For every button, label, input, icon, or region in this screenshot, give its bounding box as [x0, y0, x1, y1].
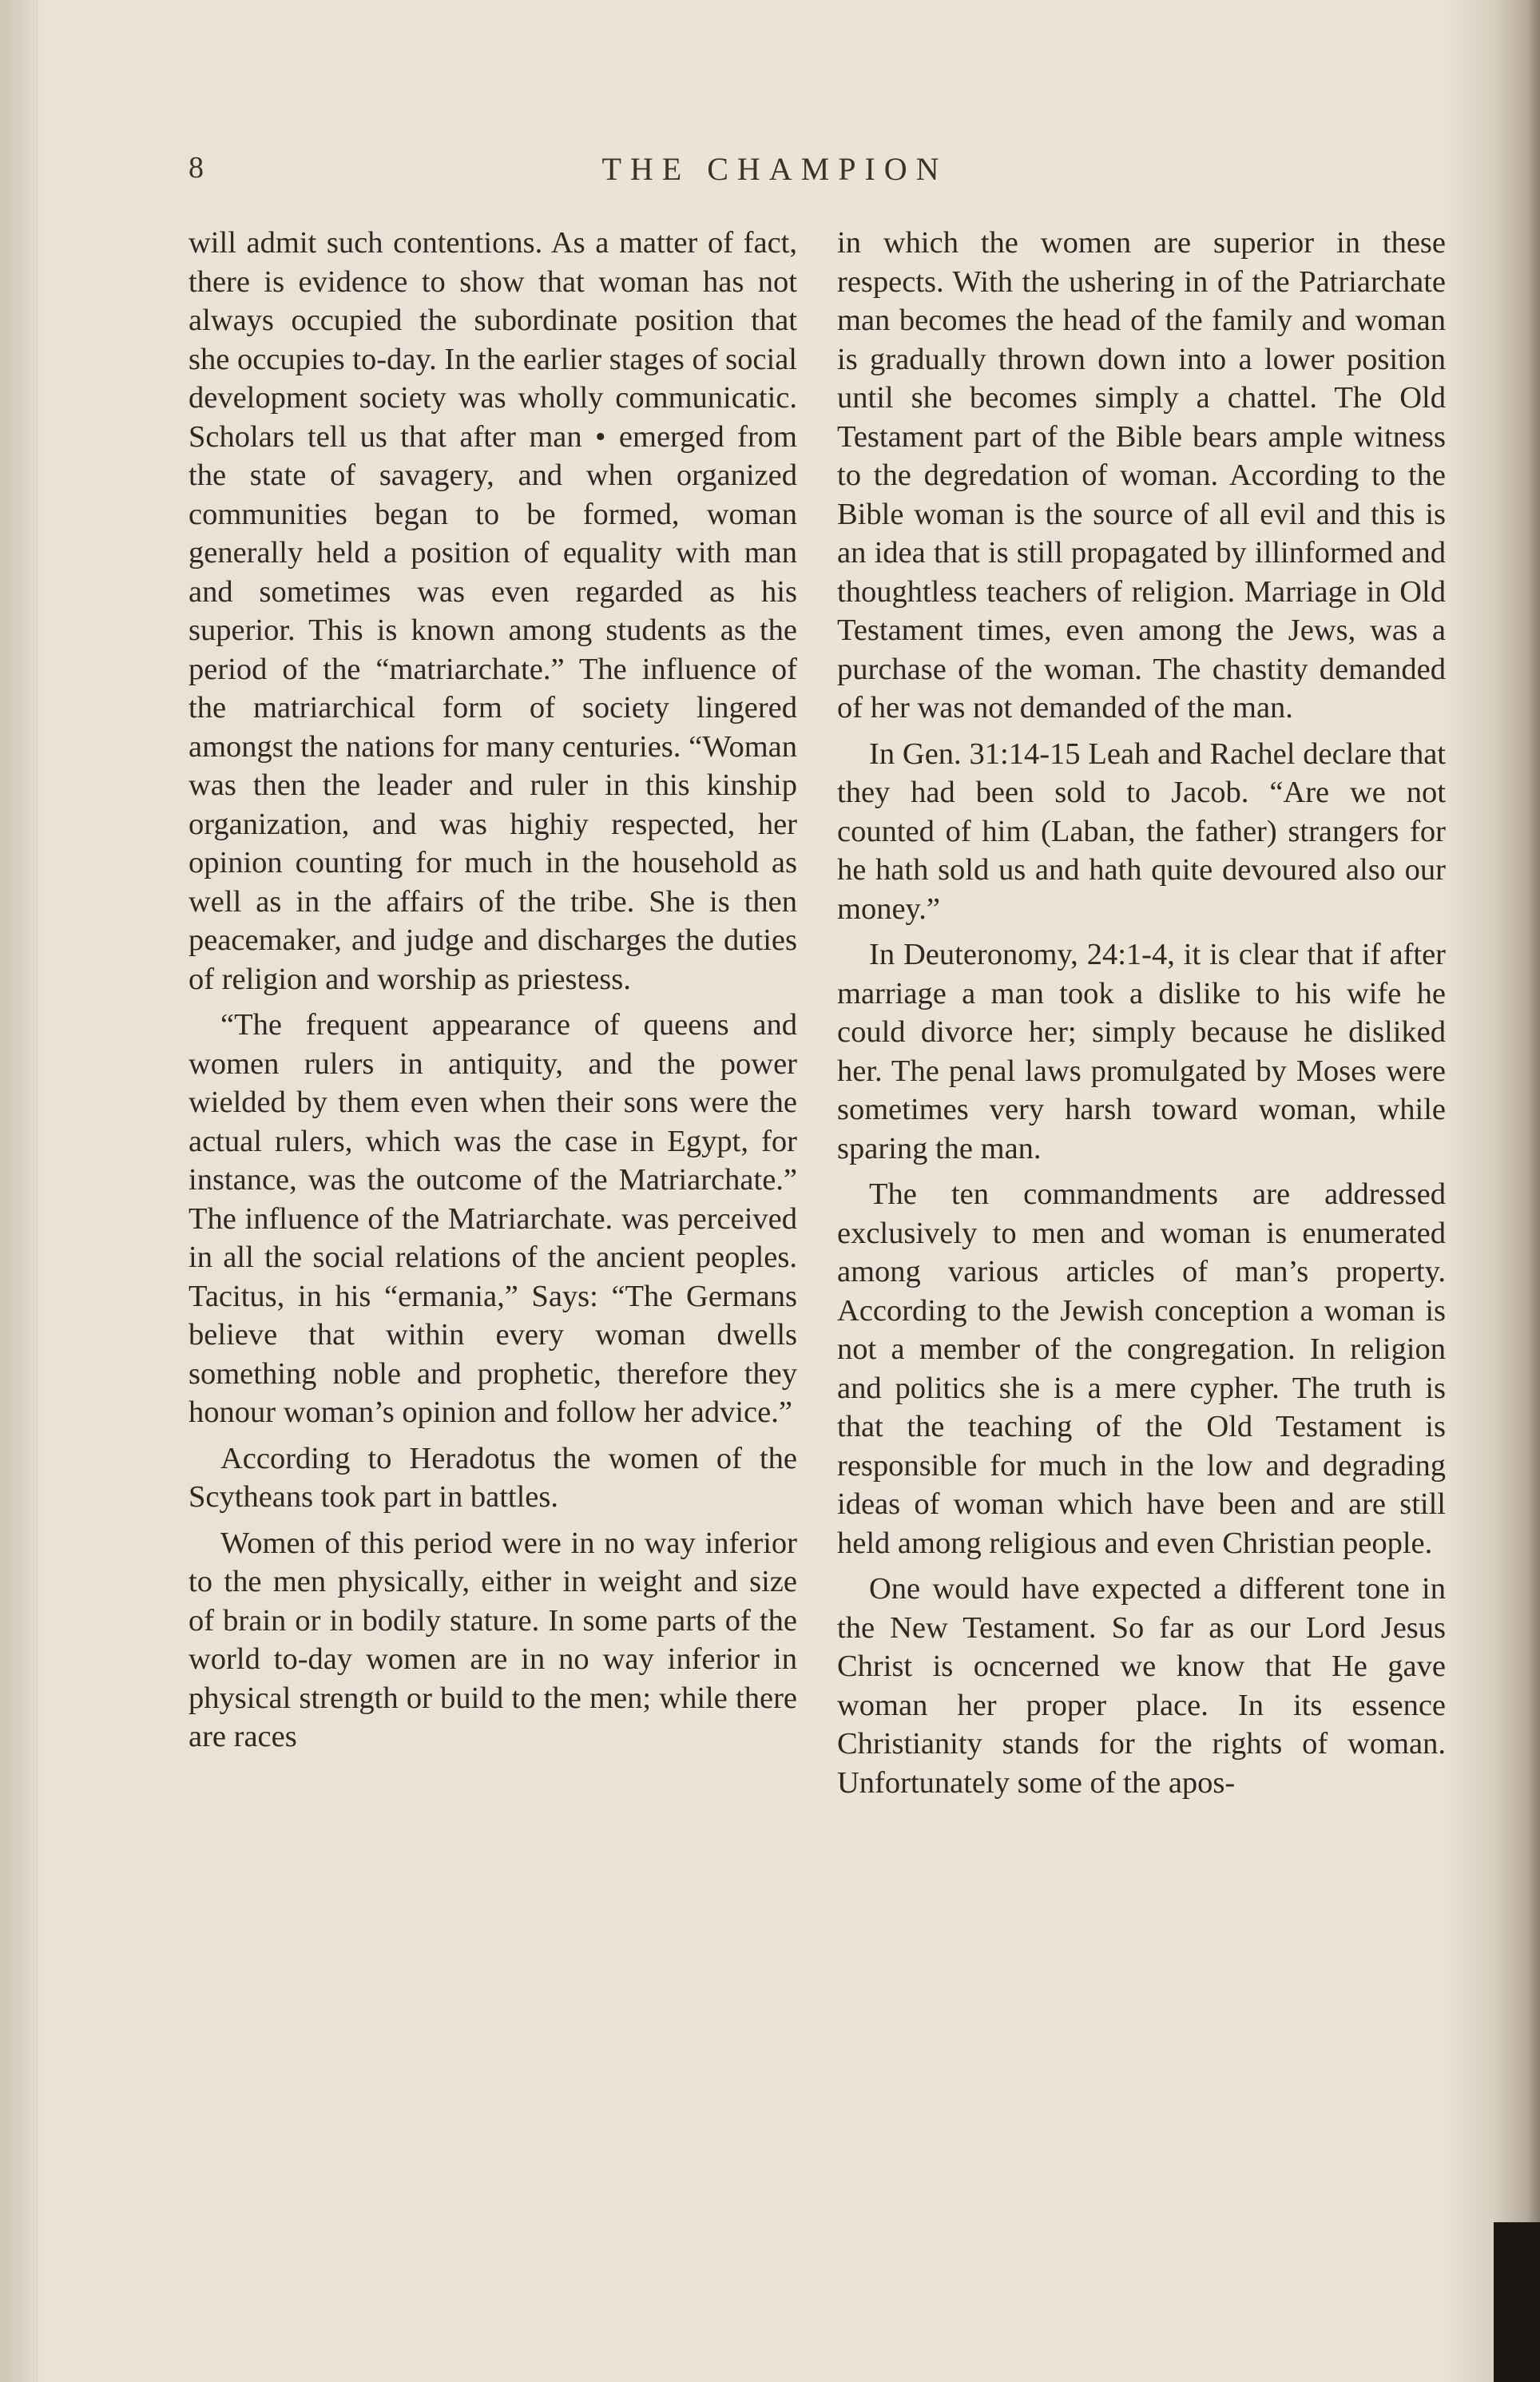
page-corner-shadow	[1494, 2222, 1540, 2382]
page-number: 8	[189, 151, 204, 185]
paragraph: In Deuteronomy, 24:1-4, it is clear that if after marriage a man took a dislike to his wife he could divorce her; simply because he disliked her. The penal laws promulgated by Moses were sometimes very harsh toward woman, while sparing the man.	[837, 938, 1446, 1165]
paragraph: “The frequent appearance of queens and women rulers in antiquity, and the power wielded by them even when their sons were the actual rulers, which was the case in Egypt, for instance, was the outcome of the Matriarchate.” The influence of the Matriarchate. was perceived in all the social relations of the ancient peoples. Tacitus, in his “ermania,” Says: “The Germans believe that within every woman dwells something noble and prophetic, therefore they honour woman’s opinion and follow her advice.”	[189, 1008, 797, 1429]
paragraph: One would have expected a different tone in the New Testament. So far as our Lord Jesus Christ is ocncerned we know that He gave woman her proper place. In its essence Christianity stands for the rights of woman. Unfortunately some of the apos-	[837, 1572, 1446, 1800]
page-spine-shadow	[0, 0, 38, 2382]
running-title: THE CHAMPION	[601, 151, 948, 187]
left-column	[189, 224, 797, 1764]
paragraph: In Gen. 31:14-15 Leah and Rachel declare that they had been sold to Jacob. “Are we not counted of him (Laban, the father) strangers for he hath sold us and hath quite devoured also our money.”	[837, 736, 1446, 926]
paragraph: in which the women are superior in these respects. With the ushering in of the Patriarchate man becomes the head of the family and woman is gradually thrown down into a lower position until she becomes simply a chattel. The Old Testament part of the Bible bears ample witness to the degredation of woman. According to the Bible woman is the source of all evil and this is an idea that is still propagated by illinformed and thoughtless teachers of religion. Marriage in Old Testament times, even among the Jews, was a purchase of the woman. The chastity demanded of her was not demanded of the man.	[837, 226, 1446, 725]
paragraph: will admit such contentions. As a matter of fact, there is evidence to show that woman has not always occupied the subordinate position that she occupies to-day. In the earlier stages of social development society was wholly communicatic. Scholars tell us that after man • emerged from the state of savagery, and when organized communities began to be formed, woman generally held a position of equality with man and sometimes was even regarded as his superior. This is known among students as the period of the “matriarchate.” The influence of the matriarchical form of society lingered amongst the nations for many centuries. “Woman was then the leader and ruler in this kinship organization, and was highiy respected, her opinion counting for much in the household as well as in the affairs of the tribe. She is then peacemaker, and judge and discharges the duties of religion and worship as priestess.	[189, 226, 797, 996]
paragraph: The ten commandments are addressed exclusively to men and woman is enumerated among various articles of man’s property. According to the Jewish conception a woman is not a member of the congregation. In religion and politics she is a mere cypher. The truth is that the teaching of the Old Testament is responsible for much in the low and degrading ideas of woman which have been and are still held among religious and even Christian people.	[837, 1177, 1446, 1560]
paragraph: According to Heradotus the women of the Scytheans took part in battles.	[189, 1441, 797, 1514]
right-column	[837, 224, 1446, 1809]
page-header	[189, 150, 1361, 195]
paragraph: Women of this period were in no way inferior to the men physically, either in weight and size of brain or in bodily stature. In some parts of the world to-day women are in no way inferior in physical strength or build to the men; while there are races	[189, 1526, 797, 1753]
